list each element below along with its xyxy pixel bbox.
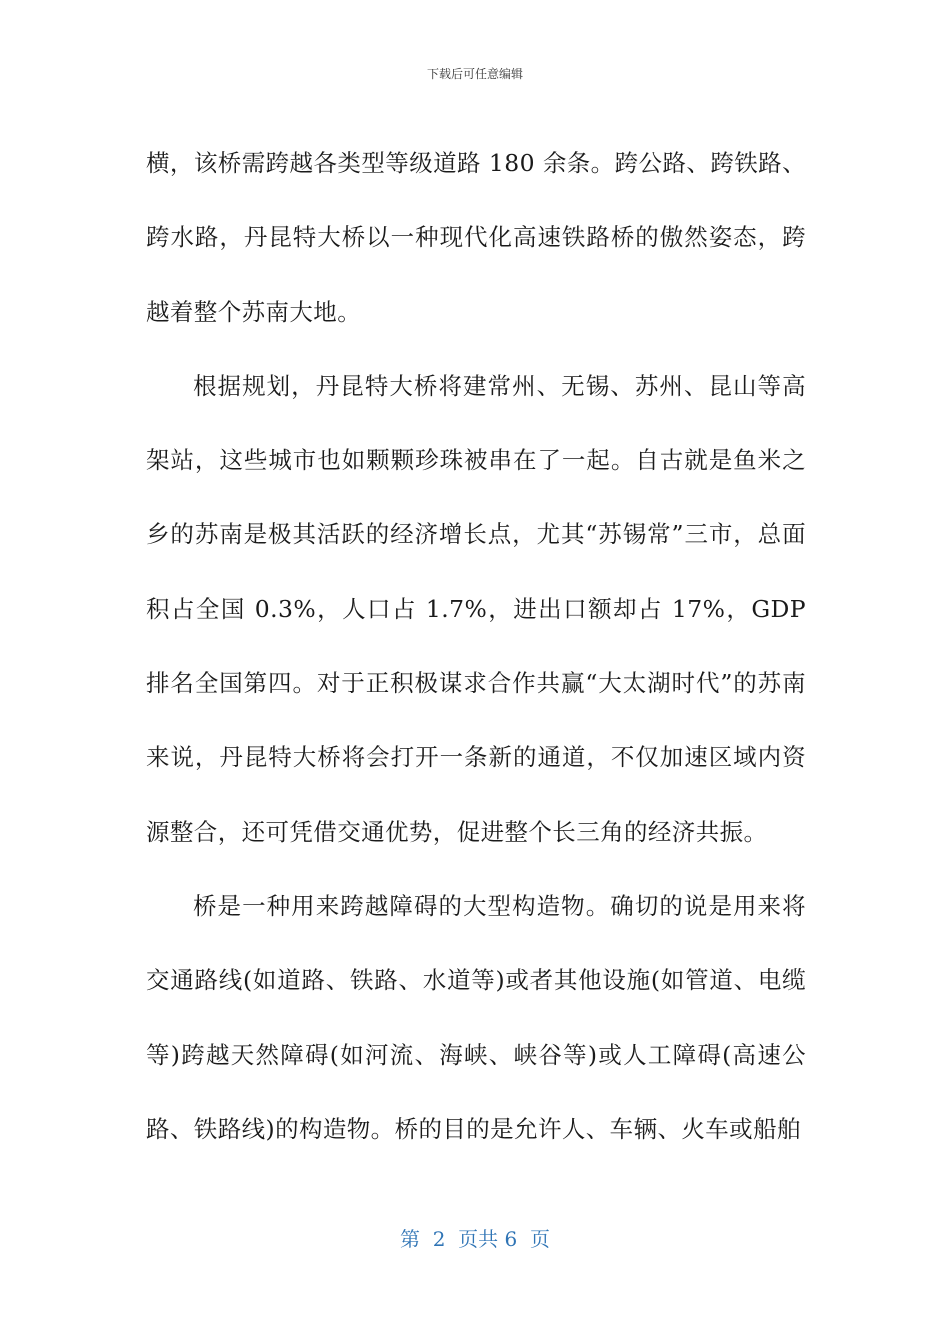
paragraph: 根据规划，丹昆特大桥将建常州、无锡、苏州、昆山等高架站，这些城市也如颗颗珍珠被串在了一起。自古就是鱼米之乡的苏南是极其活跃的经济增长点，尤其“苏锡常”三市，总面积占全国 0.3%，人口占 1.7%，进出口额却占 17%，GDP 排名全国第四。对于正积极谋求合作共赢“大太湖时代”的苏南来说，丹昆特大桥将会打开一条新的通道，不仅加速区域内资源整合，还可凭借交通优势，促进整个长三角的经济共振。 bbox=[146, 371, 806, 846]
document-body bbox=[146, 126, 806, 1166]
paragraph: 横，该桥需跨越各类型等级道路 180 余条。跨公路、跨铁路、跨水路，丹昆特大桥以一种现代化高速铁路桥的傲然姿态，跨越着整个苏南大地。 bbox=[146, 149, 806, 326]
page-footer bbox=[0, 1226, 950, 1252]
page-header: 下载后可任意编辑 bbox=[426, 67, 523, 81]
page-number: 第 2 页共 6 页 bbox=[400, 1227, 550, 1251]
paragraph: 桥是一种用来跨越障碍的大型构造物。确切的说是用来将交通路线(如道路、铁路、水道等)或者其他设施(如管道、电缆等)跨越天然障碍(如河流、海峡、峡谷等)或人工障碍(高速公路、铁路线)的构造物。桥的目的是允许人、车辆、火车或船舶 bbox=[146, 891, 806, 1143]
